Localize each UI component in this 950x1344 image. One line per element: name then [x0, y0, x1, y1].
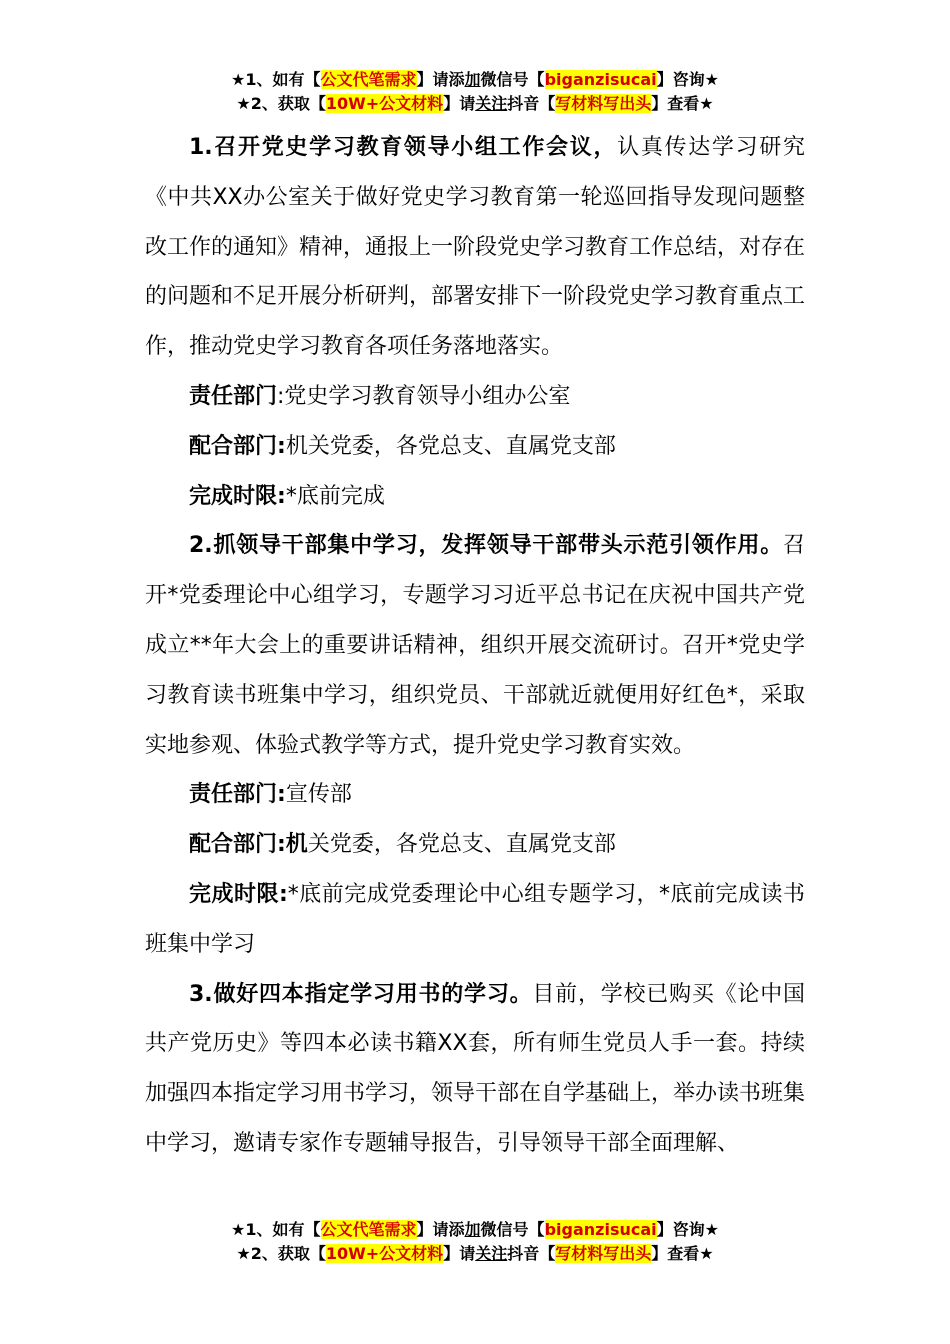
promo-line-2: ★2、获取【10W+公文材料】请关注抖音【写材料写出头】查看★ — [236, 94, 714, 113]
item-3-body: 目前，学校已购买《论中国共产党历史》等四本必读书籍XX套，所有师生党员人手一套。持续加强四本指定学习用书学习，领导干部在自学基础上，举办读书班集中学习，邀请专家作专题辅导报告，引导领导干部全面理解、 — [145, 981, 806, 1156]
document-body — [145, 123, 805, 1169]
promo-wechat-id: biganzisucai — [544, 70, 657, 89]
item-2-paragraph — [145, 521, 805, 770]
promo-line-2: ★2、获取【10W+公文材料】请关注抖音【写材料写出头】查看★ — [236, 1244, 714, 1263]
item-2-title: 2.抓领导干部集中学习，发挥领导干部带头示范引领作用。 — [189, 533, 783, 559]
promo-douyin-id: 写材料写出头 — [555, 94, 652, 113]
promo-line-1: ★1、如有【公文代笔需求】请添加微信号【biganzisucai】咨询★ — [231, 1220, 719, 1239]
item-3-paragraph — [145, 970, 805, 1169]
item-1-deadline: 完成时限:*底前完成 — [189, 483, 385, 509]
item-1-paragraph — [145, 123, 805, 372]
promo-highlight: 公文代笔需求 — [320, 70, 417, 89]
promo-banner-bottom — [0, 1218, 950, 1266]
item-2-body: 召开*党委理论中心组学习，专题学习习近平总书记在庆祝中国共产党成立**年大会上的重要讲话精神，组织开展交流研讨。召开*党史学习教育读书班集中学习，组织党员、干部就近就便用好红色*，采取实地参观、体验式教学等方式，提升党史学习教育实效。 — [145, 533, 805, 758]
promo-wechat-id: biganzisucai — [544, 1220, 657, 1239]
item-1-body: 认真传达学习研究《中共XX办公室关于做好党史学习教育第一轮巡回指导发现问题整改工作的通知》精神，通报上一阶段党史学习教育工作总结，对存在的问题和不足开展分析研判，部署安排下一阶段党史学习教育重点工作，推动党史学习教育各项任务落地落实。 — [145, 135, 806, 360]
item-1-cooperate: 配合部门:机关党委，各党总支、直属党支部 — [189, 433, 616, 459]
item-2-responsible: 责任部门:宣传部 — [189, 782, 352, 808]
item-1-title: 1.召开党史学习教育领导小组工作会议， — [189, 135, 618, 160]
item-1-responsible: 责任部门:党史学习教育领导小组办公室 — [189, 383, 571, 409]
promo-highlight: 公文代笔需求 — [320, 1220, 417, 1239]
promo-highlight: 10W+公文材料 — [325, 1244, 444, 1263]
item-2-deadline: 完成时限:*底前完成党委理论中心组专题学习，*底前完成读书班集中学习 — [145, 881, 805, 957]
promo-highlight: 10W+公文材料 — [325, 94, 444, 113]
item-2-cooperate: 配合部门:机关党委，各党总支、直属党支部 — [189, 832, 616, 858]
promo-line-1: ★1、如有【公文代笔需求】请添加微信号【biganzisucai】咨询★ — [231, 70, 719, 89]
item-3-title: 3.做好四本指定学习用书的学习。 — [189, 981, 533, 1007]
promo-douyin-id: 写材料写出头 — [555, 1244, 652, 1263]
promo-banner-top — [0, 68, 950, 116]
